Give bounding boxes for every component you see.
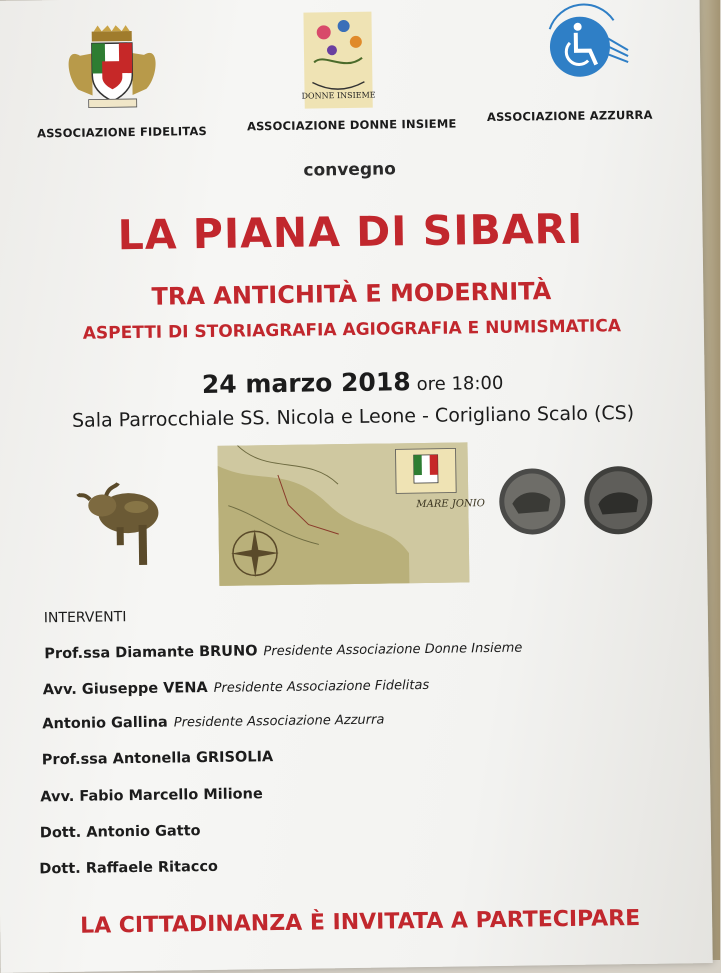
sub-subtitle: ASPETTI DI STORIAGRAFIA AGIOGRAFIA E NUMISMATICA: [82, 316, 622, 344]
event-venue: Sala Parrocchiale SS. Nicola e Leone - Corigliano Scalo (CS): [71, 402, 635, 432]
speaker-role: Presidente Associazione Azzurra: [173, 712, 385, 731]
speaker-name: Prof.ssa Diamante BRUNO: [44, 643, 258, 663]
main-title: LA PIANA DI SIBARI: [117, 204, 584, 260]
speaker-role: Presidente Associazione Donne Insieme: [263, 640, 523, 660]
ancient-coins-image: [494, 462, 661, 544]
speaker-row: [44, 640, 522, 663]
speaker-name: Prof.ssa Antonella GRISOLIA: [41, 749, 274, 769]
donne-insieme-logo: [301, 12, 376, 109]
association-name-azzurra: ASSOCIAZIONE AZZURRA: [486, 107, 653, 125]
association-name-donne-insieme: ASSOCIAZIONE DONNE INSIEME: [246, 116, 457, 134]
speaker-row: [42, 749, 274, 768]
antique-map-image: [217, 442, 485, 585]
speaker-name: Avv. Giuseppe VENA: [42, 680, 208, 699]
event-time: ore 18:00: [416, 372, 504, 396]
bronze-bull-image: [76, 473, 167, 574]
interventi-heading: INTERVENTI: [43, 609, 127, 627]
speaker-name: Dott. Antonio Gatto: [39, 823, 201, 842]
date-line: [0, 363, 713, 402]
donne-insieme-logo-text: DONNE INSIEME: [301, 90, 376, 101]
speaker-name: Avv. Fabio Marcello Milione: [40, 786, 263, 806]
invitation-text: LA CITTADINANZA È INVITATA A PARTECIPARE: [79, 905, 641, 939]
map-label: MARE JONIO: [416, 498, 485, 511]
event-type: convegno: [303, 159, 396, 181]
speaker-row: [42, 712, 384, 733]
speaker-row: [40, 786, 263, 805]
azzurra-wheelchair-logo: [533, 0, 632, 99]
speaker-row: [39, 859, 218, 877]
speaker-name: Dott. Raffaele Ritacco: [39, 858, 219, 878]
fidelitas-crest-logo: [62, 25, 163, 110]
association-name-fidelitas: ASSOCIAZIONE FIDELITAS: [37, 123, 208, 141]
event-date: 24 marzo 2018: [201, 367, 411, 400]
speaker-name: Antonio Gallina: [42, 714, 168, 733]
subtitle: TRA ANTICHITÀ E MODERNITÀ: [151, 277, 552, 311]
speaker-role: Presidente Associazione Fidelitas: [213, 677, 430, 696]
speaker-row: [43, 677, 430, 698]
speaker-row: [40, 823, 201, 841]
